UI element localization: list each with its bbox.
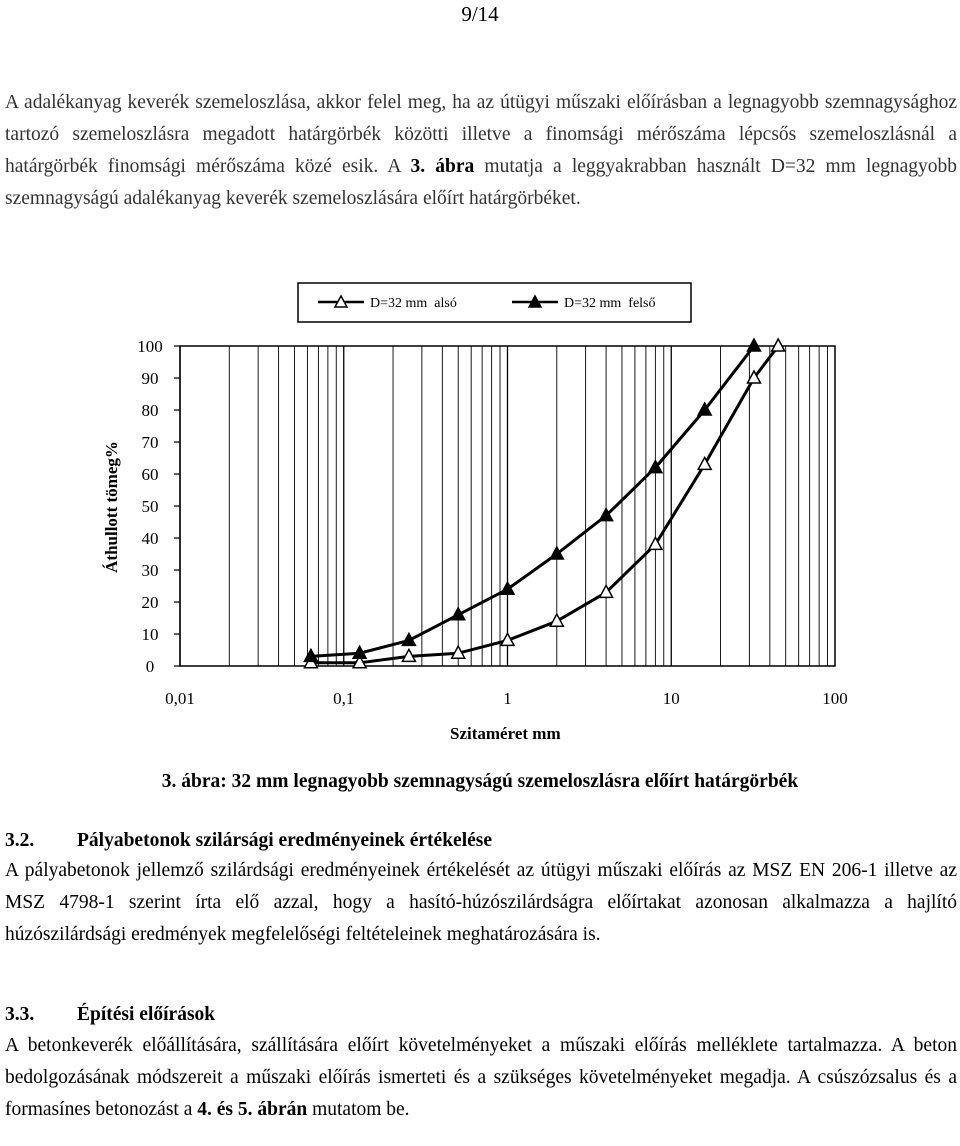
section-3-3-heading [5,1004,215,1026]
y-tick-label: 80 [141,401,159,420]
series-line-upper [311,346,754,656]
y-tick-label: 10 [141,625,159,644]
section-3-3-figure-ref: 4. és 5. ábrán [197,1099,308,1120]
chart-series [304,339,784,668]
section-3-3-number: 3.3. [5,1004,35,1025]
section-3-2-number: 3.2. [5,830,35,851]
figure-caption: 3. ábra: 32 mm legnagyobb szemnagyságú szemeloszlásra előírt határgörbék [161,771,799,792]
data-point-upper [501,582,514,594]
data-point-upper [747,339,760,351]
series-line-lower [311,346,778,663]
chart-axes [137,337,848,708]
intro-figure-ref: 3. ábra [410,156,475,177]
intro-text-b: mutatja a leggyakrabban használt D=32 mm legnagyobb szemnagyságú adalékanyag keverék szemeloszlására előírt határgörbéket. [5,156,958,209]
page-number: 9/14 [461,2,499,26]
legend-label-upper: D=32 mm felső [564,296,656,311]
y-tick-label: 40 [141,529,159,548]
y-axis-label: Áthullott tömeg% [102,441,121,573]
x-tick-label: 100 [822,689,848,708]
section-3-3-text-a: A betonkeverék előállítására, szállítására előírt követelményeket a műszaki előírás melléklete tartalmazza. A beton bedolgozásának módszereit a műszaki előírás ismerteti és a szükséges követelményeket megadja. A csúszózsalus és a formasínes betonozást a [5,1035,957,1120]
y-tick-label: 20 [141,593,159,612]
x-tick-label: 0,01 [165,689,195,708]
intro-text-a: A adalékanyag keverék szemeloszlása, akkor felel meg, ha az útügyi műszaki előírásban a legnagyobb szemnagysághoz tartozó szemeloszlásra megadott határgörbék közötti illetve a finomsági mérőszáma lépcsős szemeloszlásnál a határgörbék finomsági mérőszáma közé esik. A [5,92,957,177]
section-3-3-text-b: mutatom be. [307,1099,410,1120]
y-tick-label: 60 [141,465,159,484]
section-3-2-title: Pályabetonok szilársági eredményeinek értékelése [77,830,493,851]
chart-grid [180,346,828,666]
y-tick-label: 90 [141,369,159,388]
chart-legend [298,283,691,322]
x-axis-label: Szitaméret mm [450,724,561,743]
section-3-3-body [5,1030,957,1126]
x-tick-label: 10 [662,689,680,708]
data-point-lower [772,339,785,351]
y-tick-label: 30 [141,561,159,580]
section-3-3-title: Építési előírások [77,1004,216,1025]
y-tick-label: 100 [137,337,163,356]
y-tick-label: 50 [141,497,159,516]
y-tick-label: 0 [145,657,155,676]
x-tick-label: 1 [503,689,512,708]
x-tick-label: 0,1 [333,689,355,708]
section-3-2-heading [5,830,492,852]
y-tick-label: 70 [141,433,159,452]
legend-label-lower: D=32 mm alsó [370,296,457,311]
section-3-2-body: A pályabetonok jellemző szilárdsági eredményeinek értékelését az útügyi műszaki előírás az MSZ EN 206-1 illetve az MSZ 4798-1 szerint írta elő azzal, hogy a hasító-húzószilárdságra előírtakat azonosan alkalmazza a hajlító húzószilárdsági eredmények megfelelőségi feltételeinek meghatározására is. [5,860,957,945]
